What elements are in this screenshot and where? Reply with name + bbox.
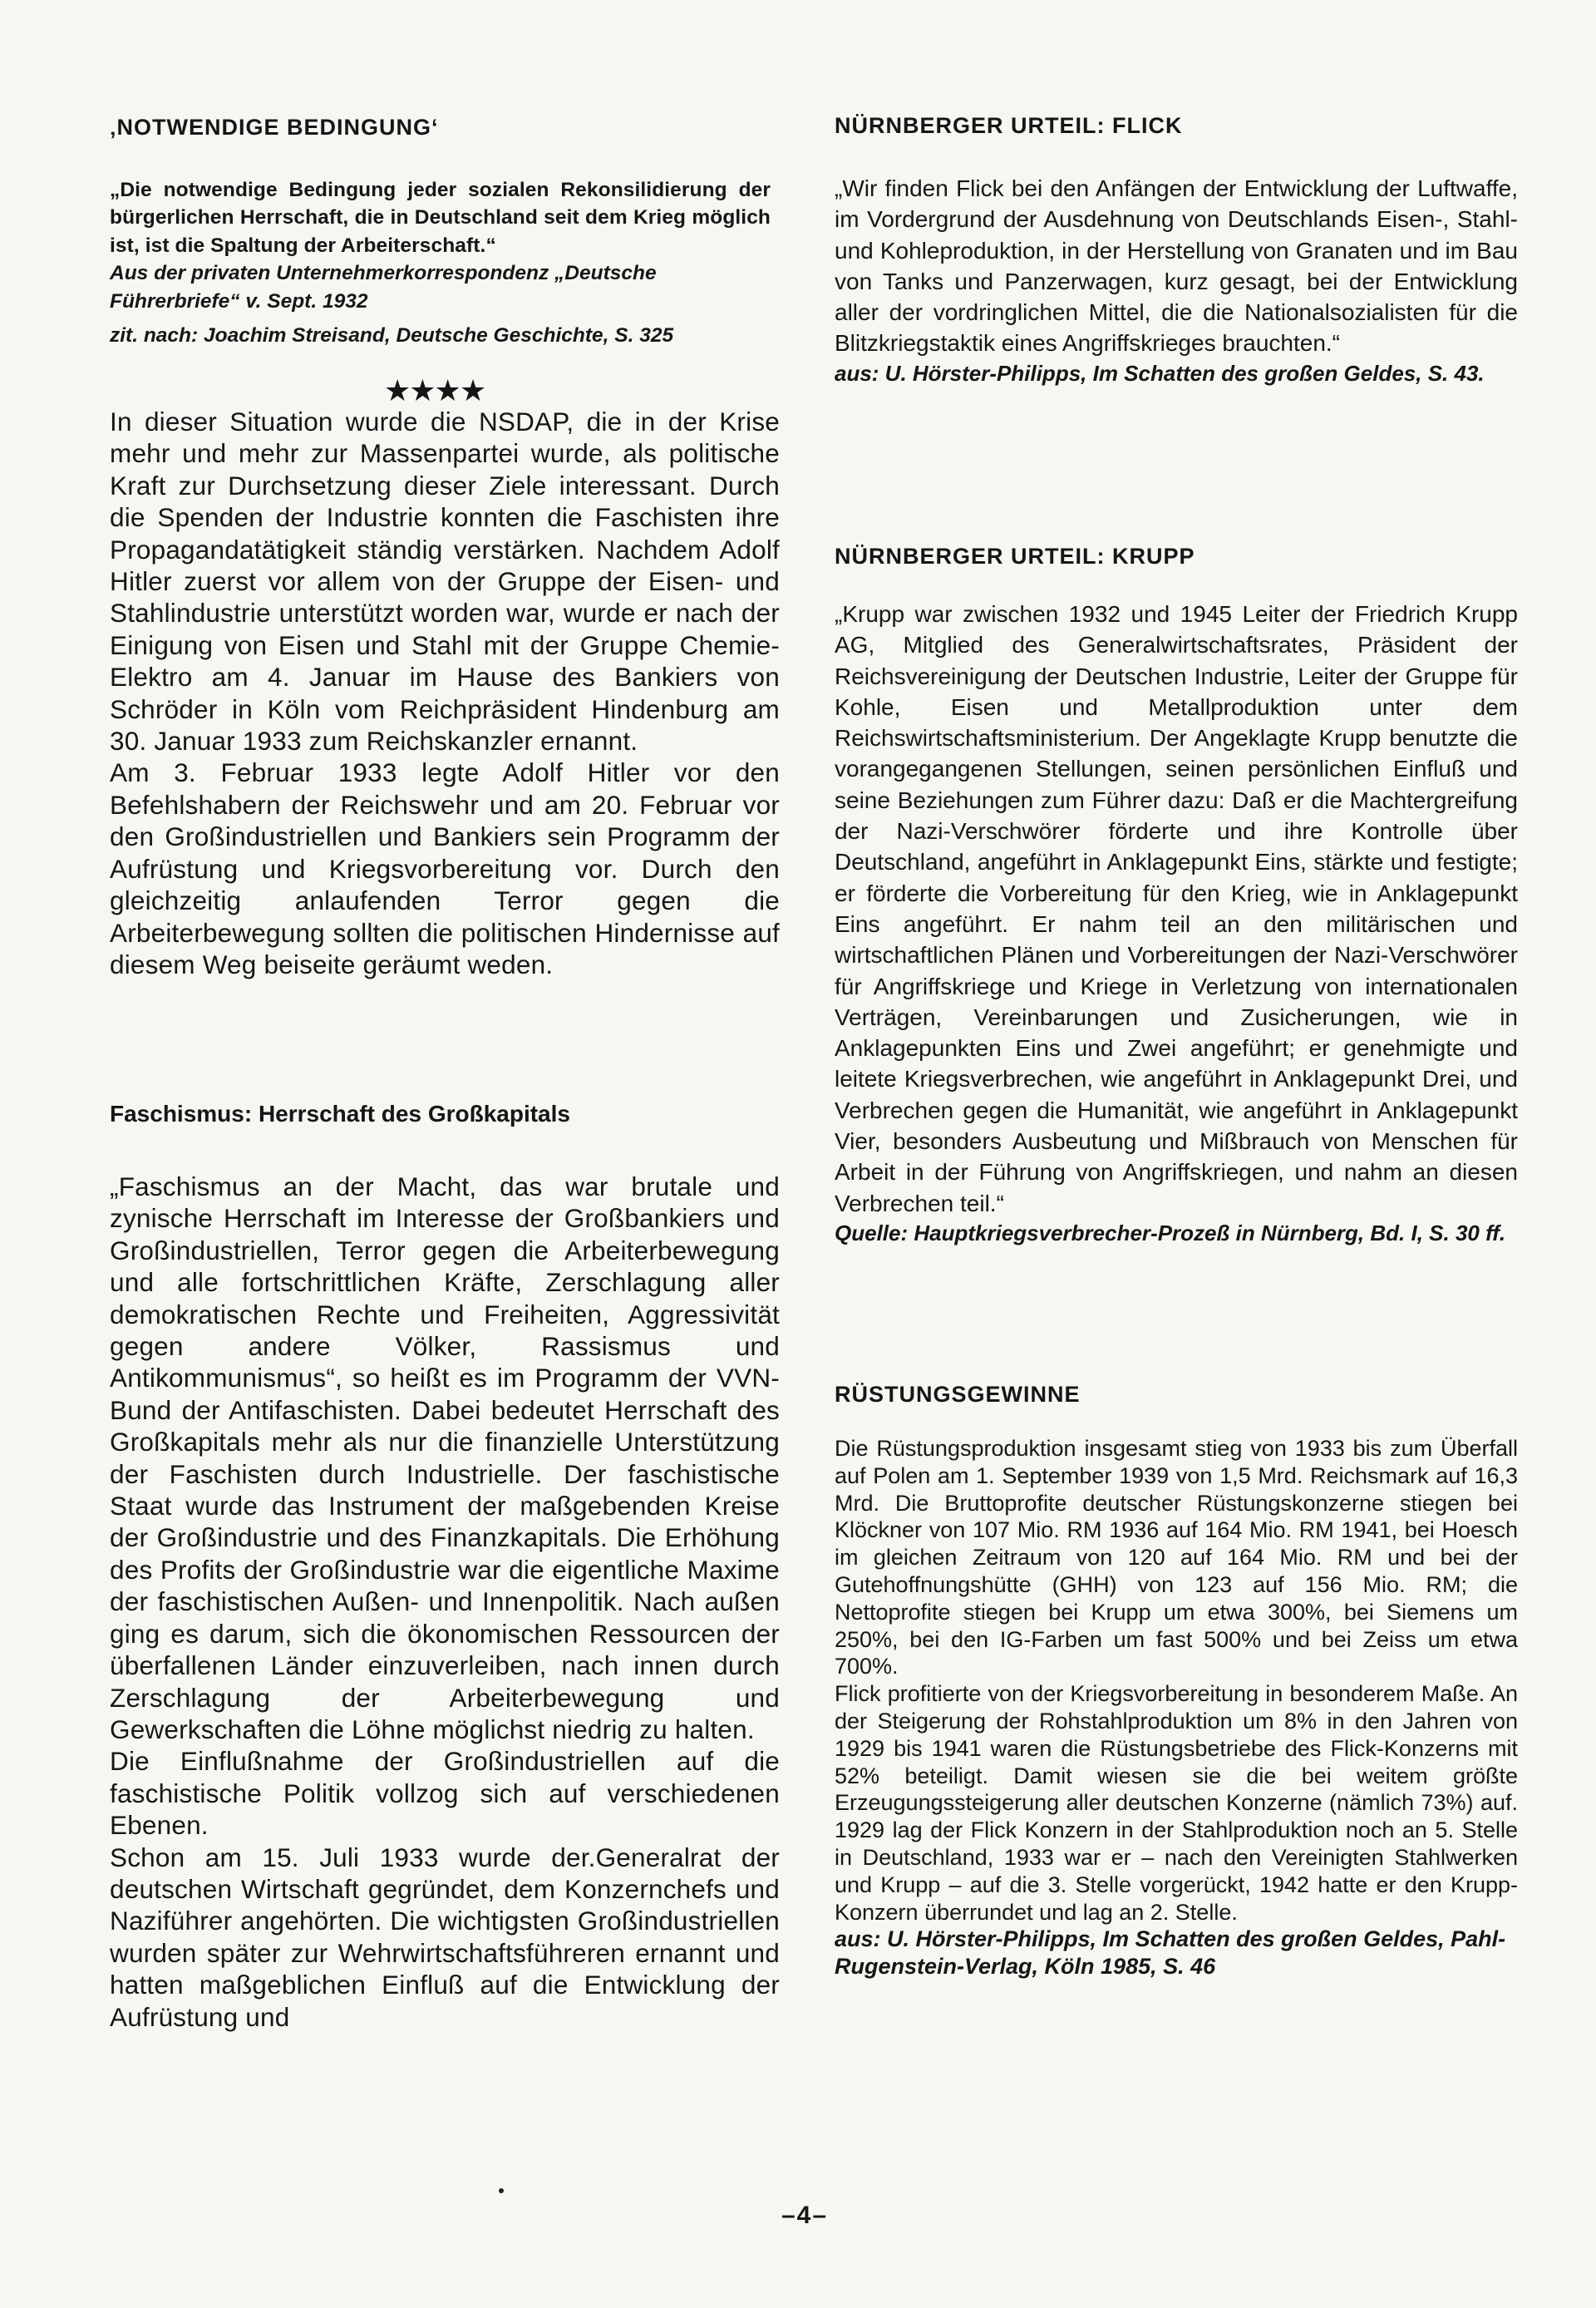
quote-text: „Die notwendige Bedingung jeder sozialen Rekonsilidierung der bürgerlichen Herrschaft, die in Deutschland seit dem Krieg möglich ist, ist die Spaltung der Arbeiterschaft.“	[110, 179, 771, 257]
section-heading: ‚NOTWENDIGE BEDINGUNG‘	[110, 115, 439, 140]
paragraph: „Faschismus an der Macht, das war brutale und zynische Herrschaft im Interesse der Großbankiers und Großindustriellen, Terror gegen die Arbeiterbewegung und alle fortschrittlichen Kräfte, Zerschlagung aller demokratischen Rechte und Freiheiten, Aggressivität gegen andere Völker, Rassismus und Antikommunismus“, so heißt es im Programm der VVN-Bund der Antifaschisten. Dabei bedeutet Herrschaft des Großkapitals mehr als nur die finanzielle Unterstützung der Faschisten durch Industrielle. Der faschistische Staat wurde das Instrument der maßgebenden Kreise der Großindustrie und des Finanzkapitals. Die Erhöhung des Profits der Großindustrie war die eigentliche Maxime der faschistischen Außen- und Innenpolitik. Nach außen ging es darum, sich die ökonomischen Ressourcen der überfallenen Länder einzuverleiben, nach innen durch Zerschlagung der Arbeiterbewegung und Gewerkschaften die Löhne möglichst niedrig zu halten.	[110, 1171, 780, 1744]
faschismus-body	[110, 1171, 780, 2033]
section-faschismus	[110, 1101, 775, 1127]
quote-text: „Wir finden Flick bei den Anfängen der Entwicklung der Luftwaffe, im Vordergrund der Ausdehnung von Deutschlands Eisen-, Stahl- und Kohleproduktion, in der Herstellung von Granaten und im Bau von Tanks und Panzerwagen, kurz gesagt, bei der Entwicklung aller der vordringlichen Mittel, die die Nationalsozialisten für die Blitzkriegstaktik eines Angriffskrieges brauchten.“	[835, 175, 1518, 357]
quote-text: „Krupp war zwischen 1932 und 1945 Leiter der Friedrich Krupp AG, Mitglied des Generalwirtschaftsrates, Präsident der Reichsvereinigung der Deutschen Industrie, Leiter der Gruppe für Kohle, Eisen und Metallproduktion unter dem Reichswirtschaftsministerium. Der Angeklagte Krupp benutzte die vorangegangenen Stellungen, seinen persönlichen Einfluß und seine Beziehungen zum Führer dazu: Daß er die Machtergreifung der Nazi-Verschwörer förderte und ihre Kontrolle über Deutschland, angeführt in Anklagepunkt Eins, stärkte und festigte; er förderte die Vorbereitung für den Krieg, wie in Anklagepunkt Eins angeführt. Er nahm teil an den militärischen und wirtschaftlichen Plänen und Vorbereitungen der Nazi-Verschwörer für Angriffskriege und Kriege in Verletzung von internationalen Verträgen, Vereinbarungen und Zusicherungen, wie in Anklagepunkten Eins und Zwei angeführt; er genehmigte und leitete Kriegsverbrechen, wie angeführt in Anklagepunkt Drei, und Verbrechen gegen die Humanität, wie angeführt in Anklagepunkt Vier, besonders Ausbeutung und Mißbrauch von Menschen für Arbeit in der Führung von Angriffskriegen, und nahm an diesen Verbrechen teil.“	[835, 601, 1518, 1216]
krupp-quote-block	[835, 599, 1518, 1247]
section-ruestungsgewinne	[835, 1382, 1518, 1408]
quote-source: Quelle: Hauptkriegsverbrecher-Prozeß in Nürnberg, Bd. I, S. 30 ff.	[835, 1220, 1506, 1245]
paragraph: Die Einflußnahme der Großindustriellen auf die faschistische Politik vollzog sich auf verschiedenen Ebenen.	[110, 1746, 780, 1841]
section-heading: NÜRNBERGER URTEIL: FLICK	[835, 113, 1183, 138]
paragraph: Am 3. Februar 1933 legte Adolf Hitler vor den Befehlshabern der Reichswehr und am 20. Februar vor den Großindustriellen und Bankiers sein Programm der Aufrüstung und Kriegsvorbereitung vor. Durch den gleichzeitig anlaufenden Terror gegen die Arbeiterbewegung sollten die politischen Hindernisse auf diesem Weg beiseite geräumt weden.	[110, 757, 780, 979]
separator-stars: ★★★★	[384, 373, 485, 407]
section-situation	[110, 406, 780, 980]
paragraph: Schon am 15. Juli 1933 wurde der.Generalrat der deutschen Wirtschaft gegründet, dem Konzernchefs und Naziführer angehörten. Die wichtigsten Großindustriellen wurden später zur Wehrwirtschaftsführeren ernannt und hatten maßgeblichen Einfluß auf die Entwicklung der Aufrüstung und	[110, 1842, 780, 2032]
flick-quote-block	[835, 173, 1518, 387]
ruestung-body	[835, 1435, 1518, 1980]
page-number: –4–	[781, 2202, 829, 2229]
section-notwendige-bedingung	[110, 115, 775, 141]
section-heading: Faschismus: Herrschaft des Großkapitals	[110, 1101, 570, 1127]
paragraph: Flick profitierte von der Kriegsvorbereitung in besonderem Maße. An der Steigerung der Rohstahlproduktion um 8% in den Jahren von 1929 bis 1941 waren die Rüstungsbetriebe des Flick-Konzerns mit 52% beteiligt. Damit wiesen sie die bei weitem größte Erzeugungssteigerung aller deutschen Konzerne (nämlich 73%) auf. 1929 lag der Flick Konzern in der Stahlproduktion noch an 5. Stelle in Deutschland, 1933 war er – nach den Vereinigten Stahlwerken und Krupp – auf die 3. Stelle vorgerückt, 1942 hatte er den Krupp-Konzern überrundet und lag an 2. Stelle.	[835, 1681, 1518, 1925]
speck-dot	[499, 2188, 504, 2193]
section-heading: NÜRNBERGER URTEIL: KRUPP	[835, 544, 1195, 569]
paragraph: In dieser Situation wurde die NSDAP, die in der Krise mehr und mehr zur Massenpartei wurde, als politische Kraft zur Durchsetzung dieser Ziele interessant. Durch die Spenden der Industrie konnten die Faschisten ihre Propagandatätigkeit ständig verstärken. Nachdem Adolf Hitler zuerst vor allem von der Gruppe der Eisen- und Stahlindustrie unterstützt worden war, wurde er nach der Einigung von Eisen und Stahl mit der Gruppe Chemie-Elektro am 4. Januar im Hause des Bankiers von Schröder in Köln vom Reichpräsident Hindenburg am 30. Januar 1933 zum Reichskanzler ernannt.	[110, 407, 780, 757]
quote-block	[110, 176, 771, 349]
section-flick	[835, 113, 1518, 139]
quote-source: aus: U. Hörster-Philipps, Im Schatten des großen Geldes, Pahl-Rugenstein-Verlag, Köln 1985, S. 46	[835, 1926, 1506, 1980]
section-heading: RÜSTUNGSGEWINNE	[835, 1382, 1081, 1407]
quote-source: aus: U. Hörster-Philipps, Im Schatten des großen Geldes, S. 43.	[835, 360, 1485, 386]
paragraph: Die Rüstungsproduktion insgesamt stieg von 1933 bis zum Überfall auf Polen am 1. September 1939 von 1,5 Mrd. Reichsmark auf 16,3 Mrd. Die Bruttoprofite deutscher Rüstungskonzerne stiegen bei Klöckner von 107 Mio. RM 1936 auf 164 Mio. RM 1941, bei Hoesch im gleichen Zeitraum von 120 auf 164 Mio. RM und bei der Gutehoffnungshütte (GHH) von 123 auf 156 Mio. RM; die Nettoprofite stiegen bei Krupp um etwa 300%, bei Siemens um 250%, bei den IG-Farben um fast 500% und bei Zeiss um etwa 700%.	[835, 1436, 1518, 1679]
section-krupp	[835, 544, 1518, 570]
quote-citation: zit. nach: Joachim Streisand, Deutsche Geschichte, S. 325	[110, 324, 674, 348]
quote-source: Aus der privaten Unternehmerkorrespondenz „Deutsche Führerbriefe“ v. Sept. 1932	[110, 262, 657, 313]
